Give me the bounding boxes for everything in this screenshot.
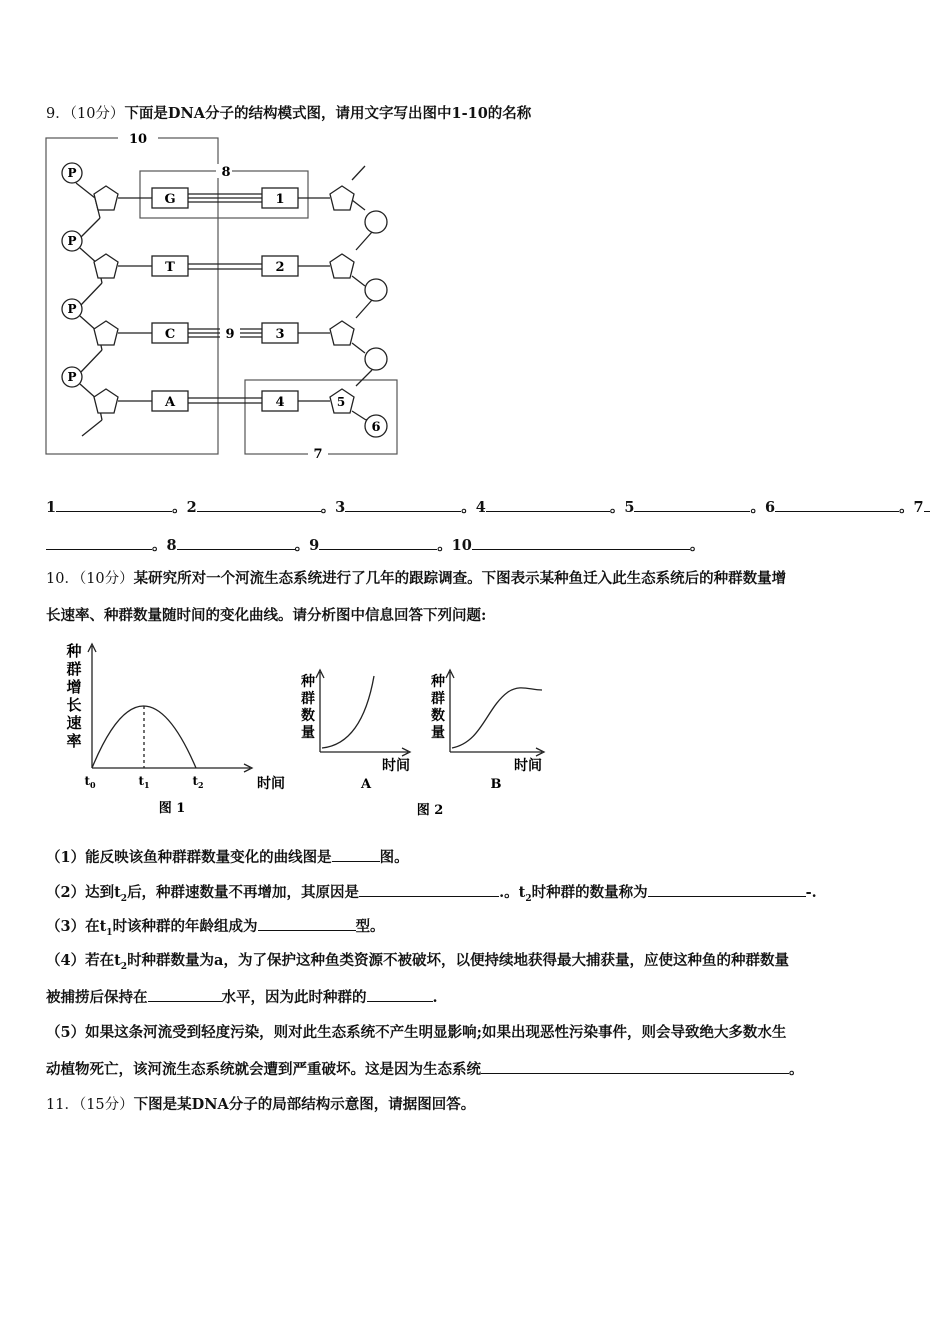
base-3: 3	[275, 327, 285, 342]
fig1-caption: 图 1	[158, 801, 186, 816]
q10-sub4-line2	[46, 986, 438, 1007]
phosphate-label: P	[67, 166, 77, 180]
q11-score: （15分）	[78, 1097, 134, 1113]
base-a: A	[164, 395, 176, 410]
figure-2-population	[290, 668, 560, 827]
q10-sub5-line2	[46, 1058, 804, 1079]
sub4-t: t	[114, 952, 121, 969]
sub2-t: t	[114, 884, 121, 901]
answer-blank[interactable]	[345, 497, 461, 513]
phosphate-label: P	[67, 370, 77, 384]
label-9: 9	[225, 327, 235, 342]
sub2-tail: -.	[805, 884, 817, 901]
label-6: 6	[371, 420, 381, 435]
blank-label: 。4	[461, 499, 486, 516]
deoxyribose-right	[330, 186, 354, 413]
sub4-line2-pre: 被捕捞后保持在	[46, 989, 148, 1006]
answer-blank[interactable]	[148, 987, 222, 1003]
fig1-ylabel-char: 速	[66, 714, 82, 732]
blank-label: 。8	[152, 537, 177, 554]
q9-heading	[46, 102, 531, 123]
answer-blank[interactable]	[359, 882, 499, 898]
q10-stem-line1: 某研究所对一个河流生态系统进行了几年的跟踪调查。下图表示某种鱼迁入此生态系统后的种群数量增	[133, 570, 787, 587]
fig1-ylabel-char: 长	[66, 696, 82, 714]
sub3-subscript: 1	[106, 927, 113, 938]
base-c: C	[164, 327, 176, 342]
q10-sub5-line1: （5）如果这条河流受到轻度污染，则对此生态系统不产生明显影响;如果出现恶性污染事件，则会导致绝大多数水生	[46, 1024, 787, 1041]
phosphate-label: P	[67, 302, 77, 316]
sub3-tail: 型。	[355, 918, 385, 935]
answer-blank[interactable]	[332, 847, 380, 863]
sub3-pre: （3）在	[46, 918, 100, 935]
q9-blanks-row2	[46, 534, 704, 555]
fig1-ylabel-char: 增	[66, 678, 82, 696]
answer-blank[interactable]	[634, 497, 750, 513]
sub2-subscript: 2	[120, 893, 128, 904]
fig2a-ylabel-char: 数	[301, 708, 315, 724]
sub1-text: （1）能反映该鱼种群群数量变化的曲线图是	[46, 849, 332, 866]
answer-blank[interactable]	[486, 497, 610, 513]
answer-blank[interactable]	[367, 987, 433, 1003]
answer-blank[interactable]	[197, 497, 321, 513]
blank-label: 。2	[172, 499, 197, 516]
phosphate-right	[365, 211, 387, 437]
blank-label: 。9	[294, 537, 320, 554]
tick-t2: $t_2$	[192, 774, 204, 790]
phosphate-label: P	[67, 234, 77, 248]
answer-blank[interactable]	[775, 497, 899, 513]
sub5-line2-tail: 。	[789, 1061, 804, 1078]
answer-blank[interactable]	[46, 535, 152, 551]
q11-heading	[46, 1093, 475, 1114]
fig2-panel-a: A	[360, 777, 372, 792]
fig2b-ylabel-char: 数	[431, 708, 445, 724]
tick-t1: $t_1$	[138, 774, 150, 790]
label-8: 8	[221, 165, 231, 180]
fig2a-j-curve	[322, 676, 374, 748]
sub2-pre: （2）达到	[46, 884, 115, 901]
q10-sub4-line1	[46, 949, 789, 972]
fig2b-ylabel-char: 量	[431, 725, 445, 741]
label-7: 7	[313, 447, 323, 462]
blank-label: 。7	[899, 499, 924, 516]
sub4-line2-mid: 水平，因为此时种群的	[221, 989, 367, 1006]
phosphate-left	[62, 163, 82, 387]
blank-label: 。	[689, 537, 705, 554]
base-g: G	[164, 192, 176, 207]
answer-blank[interactable]	[258, 916, 356, 932]
answer-blank[interactable]	[924, 497, 930, 513]
fig2b-ylabel-char: 群	[431, 691, 445, 707]
answer-blank[interactable]	[648, 882, 806, 898]
dna-structure-diagram	[40, 128, 410, 467]
base-4: 4	[275, 395, 285, 410]
q10-score: （10分）	[78, 571, 134, 587]
base-t: T	[165, 260, 175, 275]
sub2-mid: 后，种群速数量不再增加，其原因是	[127, 884, 360, 901]
blank-label: 1	[46, 499, 57, 516]
fig2b-s-curve	[452, 688, 542, 748]
sub2-t2: t	[518, 884, 526, 901]
fig2-caption: 图 2	[416, 803, 444, 818]
q11-stem: 下图是某DNA分子的局部结构示意图，请据图回答。	[133, 1096, 476, 1113]
q10-number: 10．	[46, 571, 79, 587]
answer-blank[interactable]	[319, 535, 437, 551]
blank-label: 。10	[437, 537, 472, 554]
q10-stem-line2: 长速率、种群数量随时间的变化曲线。请分析图中信息回答下列问题:	[46, 607, 487, 624]
figure-1-growth-rate	[60, 640, 300, 829]
answer-blank[interactable]	[472, 535, 690, 551]
sub4-pre: （4）若在	[46, 952, 115, 969]
fig1-ylabel-char: 种	[66, 642, 82, 660]
sub1-tail: 图。	[379, 849, 409, 866]
q10-sub2	[46, 881, 817, 904]
fig2a-ylabel-char: 群	[301, 691, 315, 707]
base-2: 2	[275, 260, 285, 275]
fig2a-ylabel-char: 量	[301, 725, 315, 741]
sub4-subscript: 2	[120, 961, 128, 972]
sub2-subscript2: 2	[525, 893, 532, 904]
q10-sub3	[46, 915, 385, 938]
blank-label: 。3	[320, 499, 346, 516]
fig2b-ylabel-char: 种	[431, 674, 445, 690]
q10-sub1	[46, 846, 409, 867]
fig1-ylabel-char: 率	[66, 732, 82, 750]
sub4-line1-rest: 时种群数量为a，为了保护这种鱼类资源不被破坏，以便持续地获得最大捕获量，应使这种鱼的种群数量	[127, 952, 789, 969]
fig2a-ylabel-char: 种	[301, 674, 315, 690]
sub3-mid: 时该种群的年龄组成为	[112, 918, 258, 935]
label-5: 5	[336, 395, 346, 409]
sub3-t: t	[99, 918, 107, 935]
fig2a-xlabel: 时间	[382, 758, 410, 774]
q9-number: 9．	[46, 106, 70, 122]
answer-blank[interactable]	[177, 535, 295, 551]
q10-heading	[46, 567, 786, 588]
fig2-panel-b: B	[490, 777, 502, 792]
q9-blanks-row1	[46, 496, 930, 517]
blank-label: 。6	[750, 499, 776, 516]
tick-t0: $t_0$	[84, 774, 96, 790]
sub2-mid3: 时种群的数量称为	[531, 884, 648, 901]
label-10: 10	[128, 132, 148, 147]
sub5-line2-pre: 动植物死亡，该河流生态系统就会遭到严重破坏。这是因为生态系统	[46, 1061, 481, 1078]
q9-stem: 下面是DNA分子的结构模式图，请用文字写出图中1-10的名称	[124, 105, 532, 122]
fig1-ylabel-char: 群	[66, 660, 82, 678]
fig2b-xlabel: 时间	[514, 758, 542, 774]
q11-number: 11．	[46, 1097, 79, 1113]
base-1: 1	[275, 192, 285, 207]
fig1-xlabel: 时间	[257, 776, 285, 792]
box-10	[46, 138, 218, 454]
blank-label: 。5	[609, 499, 635, 516]
answer-blank[interactable]	[56, 497, 172, 513]
answer-blank[interactable]	[481, 1059, 789, 1075]
sub2-mid2: .。	[499, 884, 519, 901]
q9-score: （10分）	[69, 106, 125, 122]
sub4-line2-tail: .	[432, 989, 438, 1006]
